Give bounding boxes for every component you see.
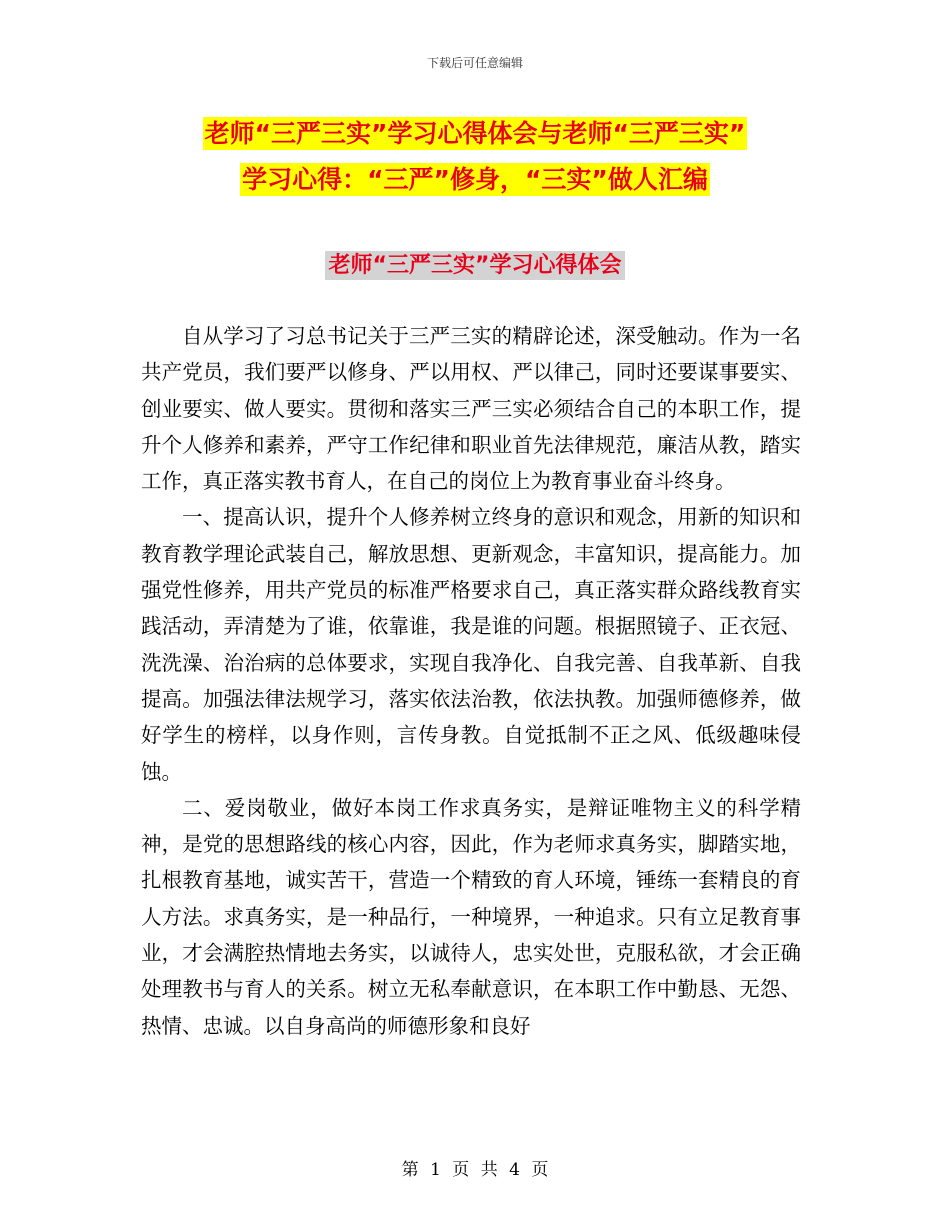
paragraph-intro: 自从学习了习总书记关于三严三实的精辟论述，深受触动。作为一名共产党员，我们要严以修身、严以用权、严以律己，同时还要谋事要实、创业要实、做人要实。贯彻和落实三严三实必须结合自己的本职工作，提升个人修养和素养，严守工作纪律和职业首先法律规范，廉洁从教，踏实工作，真正落实教书育人，在自己的岗位上为教育事业奋斗终身。 (141, 324, 801, 494)
paragraph-point-two: 二、爱岗敬业，做好本岗工作求真务实，是辩证唯物主义的科学精神，是党的思想路线的核心内容，因此，作为老师求真务实，脚踏实地，扎根教育基地，诚实苦干，营造一个精致的育人环境，锤练一套精良的育人方法。求真务实，是一种品行，一种境界，一种追求。只有立足教育事业，才会满腔热情地去务实，以诚待人，忠实处世，克服私欲，才会正确处理教书与育人的关系。树立无私奉献意识，在本职工作中勤恳、无怨、热情、忠诚。以自身高尚的师德形象和良好 (141, 795, 801, 1038)
page-footer: 第 1 页 共 4 页 (401, 1160, 549, 1180)
section-title (0, 248, 950, 279)
body-text (141, 318, 801, 1044)
section-title-text: 老师“三严三实”学习心得体会 (325, 251, 626, 280)
main-title-line-1 (150, 114, 800, 150)
main-title-line-2 (150, 160, 800, 196)
paragraph-point-one: 一、提高认识，提升个人修养树立终身的意识和观念，用新的知识和教育教学理论武装自己，解放思想、更新观念，丰富知识，提高能力。加强党性修养，用共产党员的标准严格要求自己，真正落实群众路线教育实践活动，弄清楚为了谁，依靠谁，我是谁的问题。根据照镜子、正衣冠、洗洗澡、治治病的总体要求，实现自我净化、自我完善、自我革新、自我提高。加强法律法规学习，落实依法治教，依法执教。加强师德修养，做好学生的榜样，以身作则，言传身教。自觉抵制不正之风、低级趣味侵蚀。 (141, 505, 801, 784)
main-title-line-2-text: 学习心得：“三严”修身，“三实”做人汇编 (242, 165, 708, 194)
header-note: 下载后可任意编辑 (426, 56, 523, 70)
main-title-line-1-text: 老师“三严三实”学习心得体会与老师“三严三实” (204, 119, 746, 148)
